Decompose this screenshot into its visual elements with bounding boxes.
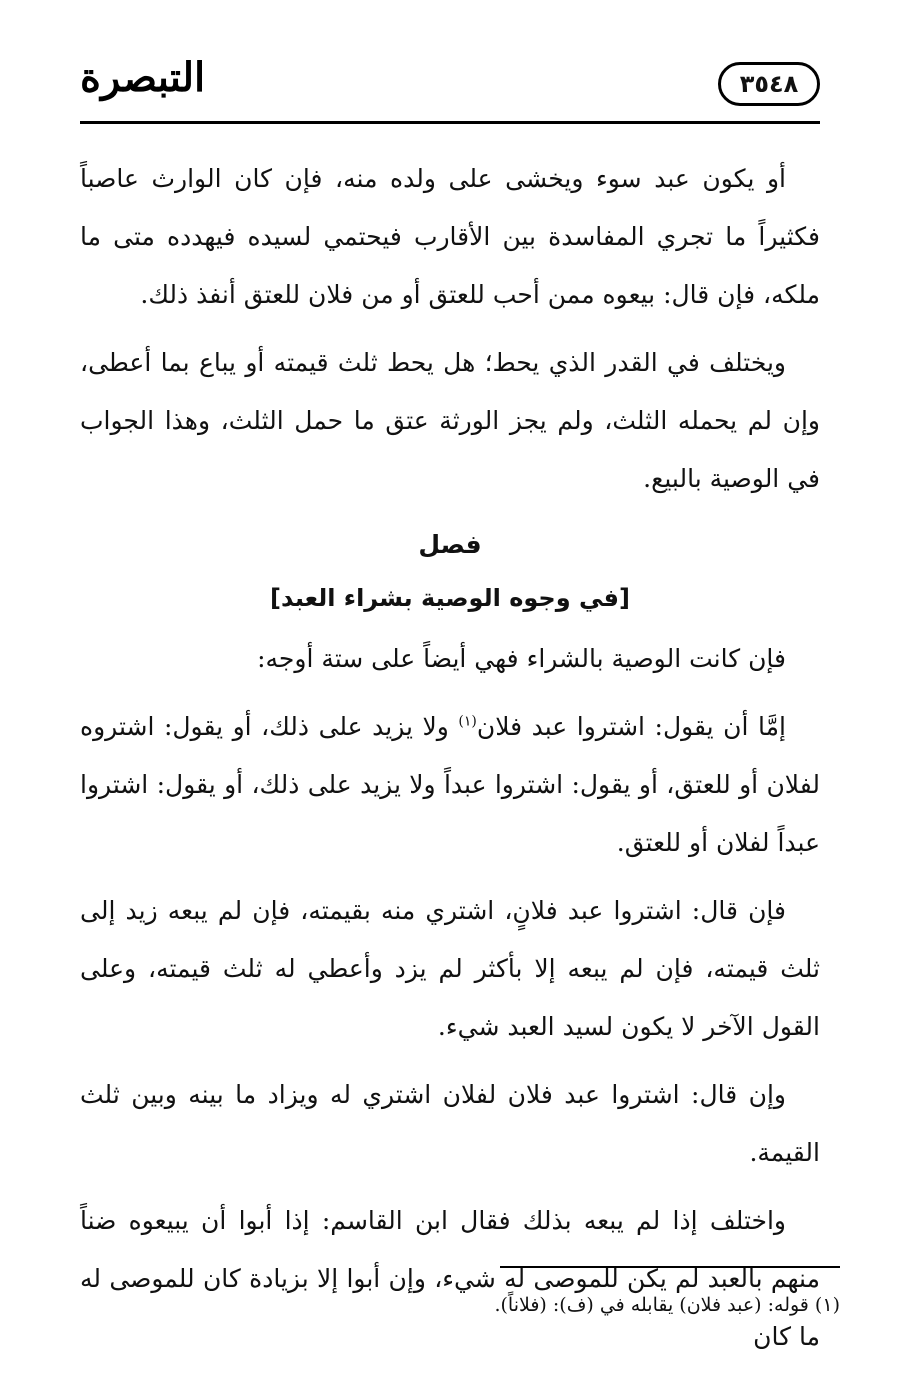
paragraph-6: وإن قال: اشتروا عبد فلان لفلان اشتري له ويزاد ما بينه وبين ثلث القيمة. — [80, 1080, 820, 1167]
paragraph-3: فإن كانت الوصية بالشراء فهي أيضاً على ستة أوجه: — [257, 644, 786, 673]
paragraph-5: فإن قال: اشتروا عبد فلانٍ، اشتري منه بقيمته، فإن لم يبعه زيد إلى ثلث قيمته، فإن لم يبعه إلا بأكثر لم يزد وأعطي له ثلث قيمته، وعلى القول الآخر لا يكون لسيد العبد شيء. — [80, 896, 820, 1041]
paragraph-4 — [80, 698, 820, 872]
paragraph-2: ويختلف في القدر الذي يحط؛ هل يحط ثلث قيمته أو يباع بما أعطى، وإن لم يحمله الثلث، ولم يجز الورثة عتق ما حمل الثلث، وهذا الجواب في الوصية بالبيع. — [80, 348, 820, 493]
section-heading: فصل — [418, 530, 482, 559]
header-divider — [80, 121, 820, 124]
footnote-divider — [500, 1266, 840, 1268]
book-title: التبصرة — [80, 54, 206, 101]
paragraph-7: واختلف إذا لم يبعه بذلك فقال ابن القاسم: إذا أبوا أن يبيعوه ضناً منهم بالعبد لم يكن للموصى له شيء، وإن أبوا إلا بزيادة كان للموصى له ما كان — [80, 1206, 820, 1351]
main-text — [80, 150, 820, 1376]
paragraph-1: أو يكون عبد سوء ويخشى على ولده منه، فإن كان الوارث عاصباً فكثيراً ما تجري المفاسدة بين الأقارب فيحتمي لسيده فيهدده متى ما ملكه، فإن قال: بيعوه ممن أحب للعتق أو من فلان للعتق أنفذ ذلك. — [80, 164, 820, 309]
page-header — [80, 52, 820, 122]
paragraph-4-start: إمَّا أن يقول: اشتروا عبد فلان — [476, 712, 786, 741]
page-number: ٣٥٤٨ — [718, 62, 820, 106]
footnote: (١) قوله: (عبد فلان) يقابله في (ف): (فلاناً). — [494, 1294, 840, 1316]
paragraph-4-rest: ولا يزيد على ذلك، أو يقول: اشتروه لفلان أو للعتق، أو يقول: اشتروا عبداً ولا يزيد على ذلك، أو يقول: اشتروا عبداً لفلان أو للعتق. — [80, 712, 820, 857]
section-subheading: [في وجوه الوصية بشراء العبد] — [270, 584, 630, 612]
footnote-reference[interactable]: (١) — [458, 713, 477, 730]
